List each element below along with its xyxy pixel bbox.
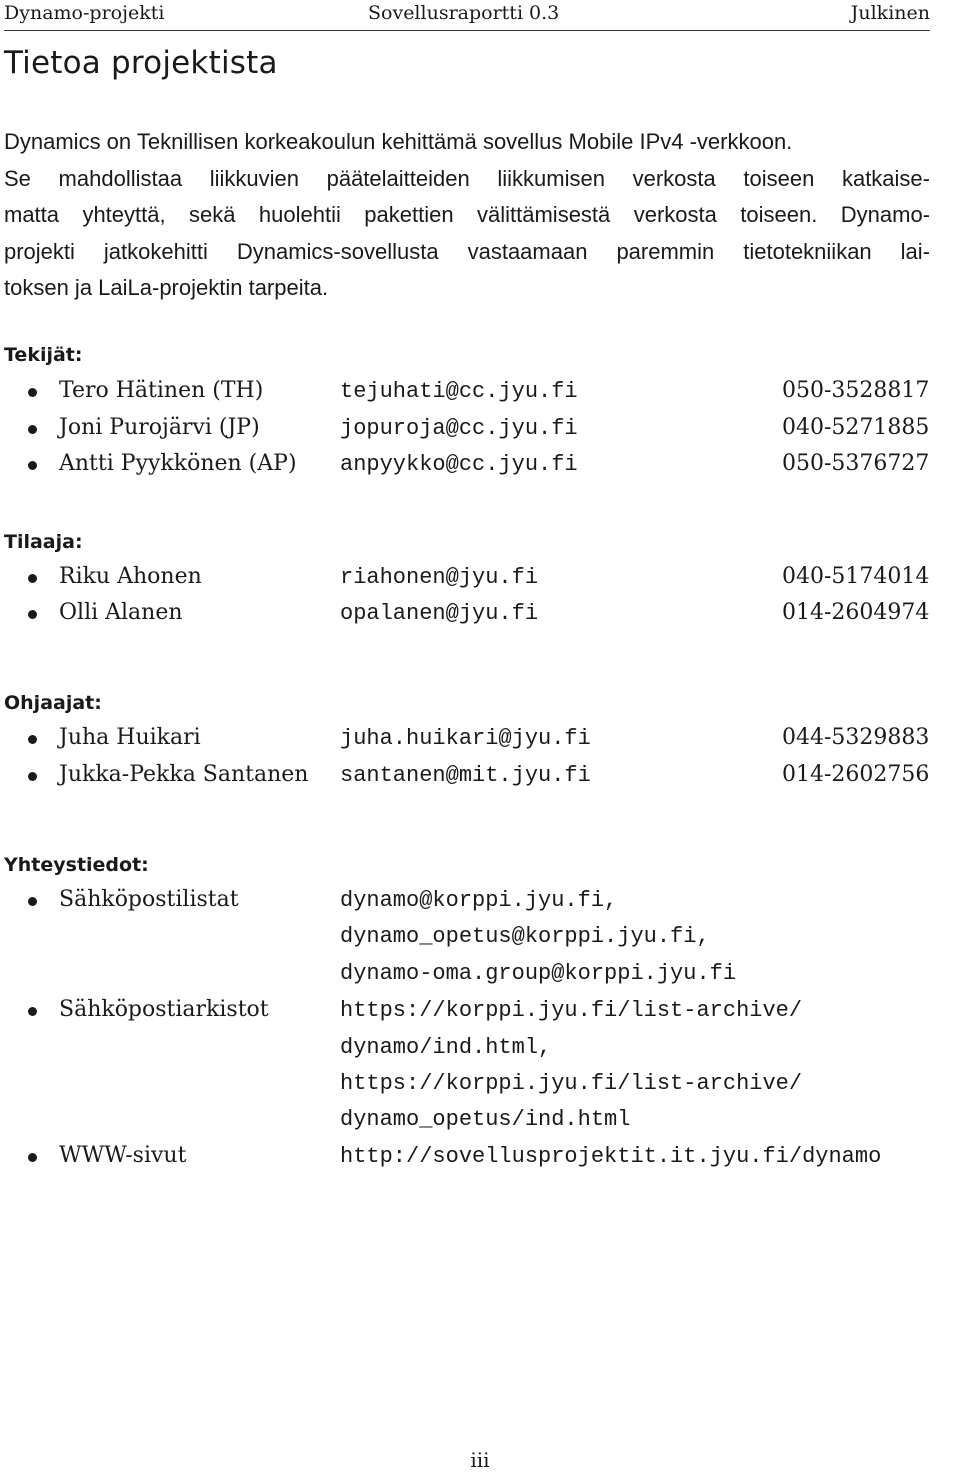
contact-name: Juha Huikari — [59, 725, 201, 750]
mail-archives-row — [0, 992, 960, 1028]
bullet-icon — [28, 897, 37, 906]
contact-name: Tero Hätinen (TH) — [59, 378, 264, 403]
contact-email[interactable]: santanen@mit.jyu.fi — [340, 763, 591, 788]
contact-name: Olli Alanen — [59, 600, 183, 625]
intro-line: projekti jatkokehitti Dynamics-sovellusta vastaamaan paremmin tietotekniikan lai- — [4, 238, 930, 264]
contact-phone: 014-2602756 — [782, 762, 930, 787]
contact-email[interactable]: riahonen@jyu.fi — [340, 565, 539, 590]
contact-phone: 050-5376727 — [782, 451, 930, 476]
bullet-icon — [28, 610, 37, 619]
contact-phone: 040-5174014 — [782, 564, 930, 589]
contact-email[interactable]: anpyykko@cc.jyu.fi — [340, 452, 578, 477]
header-classification: Julkinen — [850, 2, 930, 24]
contact-info-label: WWW-sivut — [59, 1143, 187, 1168]
bullet-icon — [28, 461, 37, 470]
contact-name: Joni Purojärvi (JP) — [59, 415, 260, 440]
client-heading: Tilaaja: — [4, 531, 83, 553]
contact-phone: 050-3528817 — [782, 378, 930, 403]
contact-phone: 014-2604974 — [782, 600, 930, 625]
contact-email[interactable]: tejuhati@cc.jyu.fi — [340, 379, 578, 404]
website-link[interactable]: http://sovellusprojektit.it.jyu.fi/dynamo — [340, 1144, 882, 1169]
mailing-list-address[interactable]: dynamo@korppi.jyu.fi, — [340, 888, 618, 913]
supervisors-heading: Ohjaajat: — [4, 692, 102, 714]
intro-line: Se mahdollistaa liikkuvien päätelaitteiden liikkumisen verkosta toiseen katkaise- — [4, 165, 930, 191]
header-project-name: Dynamo-projekti — [4, 2, 165, 24]
author-row — [0, 373, 960, 409]
mailing-list-address[interactable]: dynamo-oma.group@korppi.jyu.fi — [340, 961, 737, 986]
intro-line: Dynamics on Teknillisen korkeakoulun kehittämä sovellus Mobile IPv4 -verkkoon. — [4, 129, 793, 154]
bullet-icon — [28, 388, 37, 397]
contact-info-label: Sähköpostiarkistot — [59, 997, 269, 1022]
bullet-icon — [28, 574, 37, 583]
header-document-title: Sovellusraportti 0.3 — [368, 2, 560, 24]
contact-info-heading: Yhteystiedot: — [4, 854, 149, 876]
client-row — [0, 595, 960, 631]
mailing-list-address[interactable]: dynamo_opetus@korppi.jyu.fi, — [340, 924, 710, 949]
bullet-icon — [28, 1007, 37, 1016]
archive-link[interactable]: https://korppi.jyu.fi/list-archive/ — [340, 1071, 803, 1096]
page-title: Tietoa projektista — [4, 45, 278, 81]
intro-paragraph — [4, 124, 930, 307]
contact-email[interactable]: opalanen@jyu.fi — [340, 601, 539, 626]
archive-link[interactable]: dynamo/ind.html, — [340, 1035, 552, 1060]
client-row — [0, 559, 960, 595]
archive-link[interactable]: https://korppi.jyu.fi/list-archive/ — [340, 998, 803, 1023]
archive-link[interactable]: dynamo_opetus/ind.html — [340, 1107, 631, 1132]
bullet-icon — [28, 772, 37, 781]
contact-phone: 040-5271885 — [782, 415, 930, 440]
contact-phone: 044-5329883 — [782, 725, 930, 750]
bullet-icon — [28, 425, 37, 434]
authors-heading: Tekijät: — [4, 344, 83, 366]
contact-email[interactable]: juha.huikari@jyu.fi — [340, 726, 591, 751]
contact-name: Riku Ahonen — [59, 564, 202, 589]
mailing-lists-row — [0, 882, 960, 918]
intro-line: matta yhteyttä, sekä huolehtii pakettien välittämisestä verkosta toiseen. Dynamo- — [4, 202, 930, 227]
bullet-icon — [28, 735, 37, 744]
contact-name: Antti Pyykkönen (AP) — [59, 451, 297, 476]
bullet-icon — [28, 1153, 37, 1162]
contact-info-label: Sähköpostilistat — [59, 887, 239, 912]
running-header — [4, 0, 930, 31]
intro-line: toksen ja LaiLa-projektin tarpeita. — [4, 275, 329, 300]
contact-name: Jukka-Pekka Santanen — [59, 762, 309, 787]
contact-email[interactable]: jopuroja@cc.jyu.fi — [340, 416, 578, 441]
www-row — [0, 1138, 960, 1174]
page-number: iii — [470, 1448, 490, 1472]
supervisor-row — [0, 720, 960, 756]
supervisor-row — [0, 757, 960, 793]
author-row — [0, 410, 960, 446]
author-row — [0, 446, 960, 482]
